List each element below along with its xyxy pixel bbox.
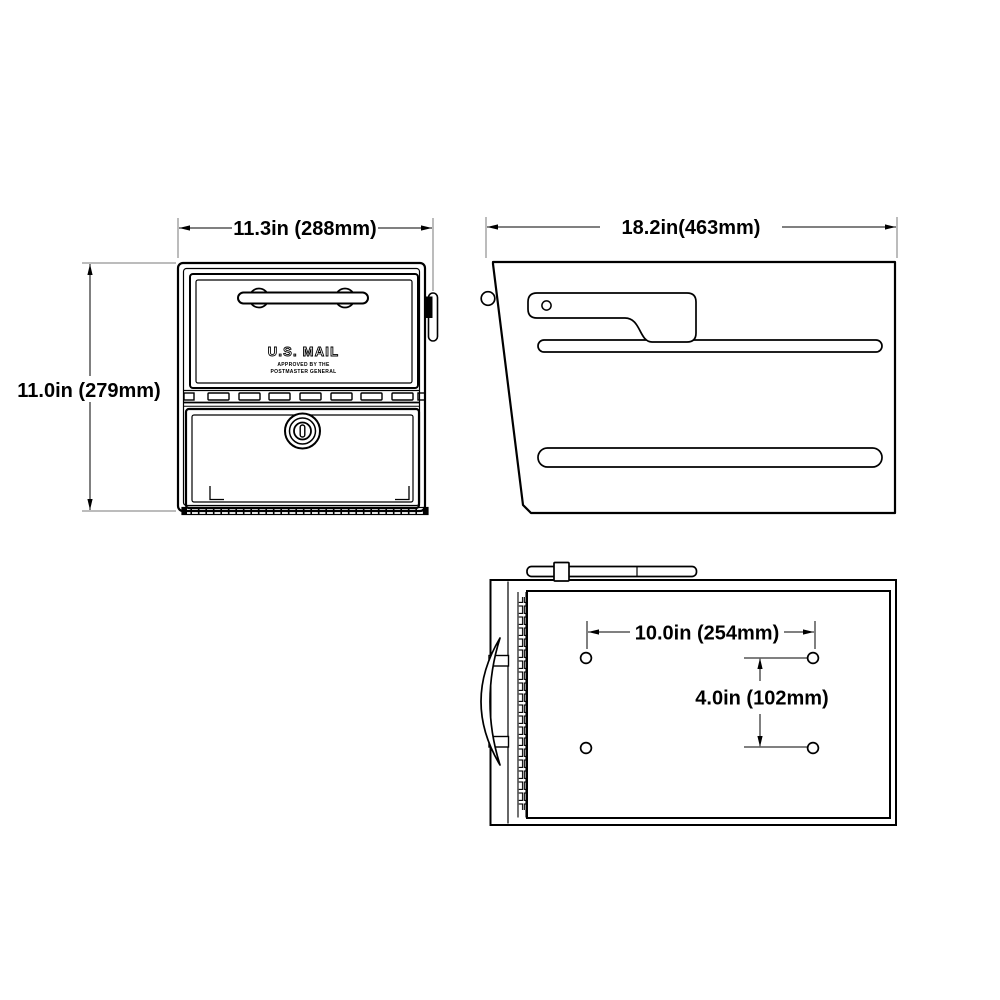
bottom-handle (481, 638, 509, 765)
lower-door-emboss-right (395, 486, 409, 500)
mounting-hole-front-left (581, 653, 592, 664)
piano-hinge (518, 592, 526, 818)
us-mail-label: U.S. MAIL (267, 344, 340, 359)
vent-strip (184, 391, 425, 407)
mounting-hole-rear-left (581, 743, 592, 754)
bottom-view (481, 563, 896, 826)
hole-spacing-depth-label: 4.0in (102mm) (695, 687, 829, 710)
postmaster-general-label: POSTMASTER GENERAL (270, 369, 337, 375)
hole-spacing-width-dimension (587, 621, 815, 649)
front-width-label: 11.3in (288mm) (233, 218, 377, 240)
mounting-hole-front-right (808, 653, 819, 664)
lock-keyhole (285, 414, 320, 449)
side-slot-upper (538, 340, 882, 352)
flag-pivot-bracket (554, 563, 569, 582)
flag-arm (527, 563, 697, 582)
mounting-hole-rear-right (808, 743, 819, 754)
hole-spacing-width-label: 10.0in (254mm) (634, 622, 780, 645)
side-slot-lower (538, 448, 882, 467)
lower-door-emboss-left (210, 486, 224, 500)
side-view (481, 262, 895, 513)
flag-blade (426, 297, 433, 319)
side-width-label: 18.2in(463mm) (621, 217, 761, 239)
flag-arm-bar (527, 567, 697, 577)
keyway-slot (300, 425, 305, 437)
handle-bar (238, 293, 368, 304)
door-handle (238, 289, 368, 308)
side-width-dimension (486, 217, 897, 258)
front-height-label: 11.0in (279mm) (17, 380, 161, 402)
hole-spacing-depth-dimension (695, 658, 828, 747)
approved-by-label: APPROVED BY THE (277, 362, 330, 368)
bottom-body-outline (491, 580, 897, 825)
mail-flag-edge (426, 293, 438, 341)
front-view (178, 263, 438, 515)
front-height-dimension (17, 263, 176, 511)
side-knob (481, 292, 495, 306)
flag-pivot-hole (542, 301, 551, 310)
bottom-sill (182, 508, 428, 515)
